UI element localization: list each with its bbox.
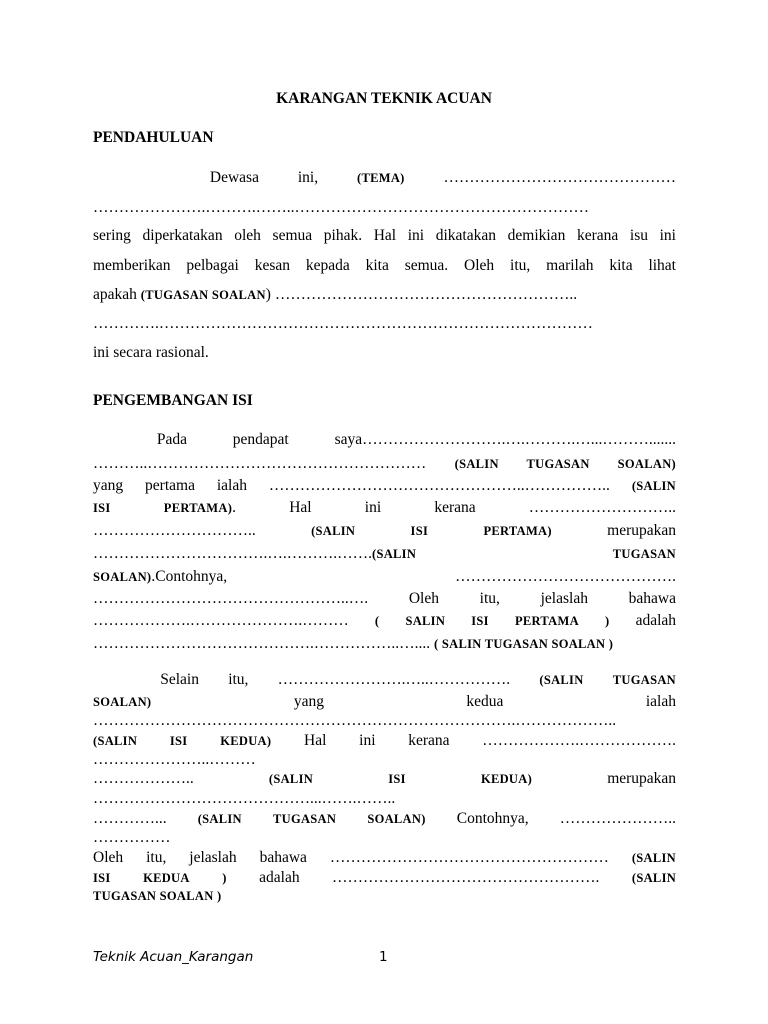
isi-pertama-line-5 — [93, 521, 676, 541]
placeholder-salin-tugasan-soalan: (SALIN TUGASAN SOALAN) — [454, 457, 676, 471]
isi-kedua-line-5: …………………..……… — [93, 751, 256, 768]
isi-kedua-line-6 — [93, 769, 676, 789]
placeholder-pertama: PERTAMA — [514, 614, 579, 628]
text: apakah — [93, 286, 137, 303]
dotted-fill: ……………….. — [93, 770, 194, 787]
text: kedua — [466, 693, 504, 710]
isi-pertama-line-3 — [93, 476, 676, 496]
dotted-fill: ……………………….. — [528, 499, 677, 516]
text: ) — [265, 286, 271, 303]
text: Oleh — [408, 590, 439, 607]
dotted-fill: ……………………………………… — [443, 169, 677, 186]
placeholder-tema: (TEMA) — [356, 171, 405, 185]
placeholder-pertama: PERTAMA) — [163, 501, 233, 515]
text: itu, — [228, 671, 249, 688]
text: Selain — [160, 671, 199, 688]
pendahuluan-line-4: memberikan pelbagai kesan kepada kita semua. Oleh itu, marilah kita lihat — [93, 257, 676, 274]
isi-kedua-line-7: ……………………………………...…….…….. — [93, 790, 396, 807]
text: bahawa — [628, 590, 677, 607]
isi-kedua-line-3: ……………………………………………………………………….……………….. — [93, 712, 617, 729]
isi-kedua-line-12 — [93, 886, 676, 906]
placeholder-salin: SALIN — [405, 614, 446, 628]
isi-pertama-line-10 — [93, 634, 676, 654]
dotted-fill: …………………………………………..…. — [93, 590, 369, 607]
text: ini — [359, 732, 376, 749]
isi-pertama-line-8 — [93, 589, 676, 609]
placeholder-tugasan: TUGASAN — [612, 673, 676, 687]
text: pendapat — [232, 431, 289, 448]
text: .Contohnya, — [151, 568, 228, 585]
page-number: 1 — [379, 949, 388, 965]
text: adalah — [259, 869, 300, 886]
placeholder-tugasan-soalan: (TUGASAN SOALAN — [140, 288, 266, 302]
placeholder-tugasan: TUGASAN — [272, 812, 337, 826]
isi-kedua-line-2 — [93, 692, 676, 712]
placeholder-tugasan-soalan: TUGASAN SOALAN ) — [93, 889, 222, 903]
placeholder-salin: (SALIN — [268, 772, 314, 786]
dotted-fill: …………………………………….……………..….... — [93, 635, 431, 652]
placeholder-salin: (SALIN — [539, 673, 584, 687]
text: yang — [293, 693, 324, 710]
dotted-fill: ……………………………………. — [455, 568, 676, 585]
isi-kedua-line-11 — [93, 868, 676, 888]
pendahuluan-line-3: sering diperkatakan oleh semua pihak. Hal ini dikatakan demikian kerana isu ini — [93, 227, 676, 244]
dotted-fill: ………………………………………………….. — [274, 286, 578, 303]
isi-pertama-line-7 — [93, 567, 676, 587]
isi-kedua-line-9: …………… — [93, 829, 171, 846]
placeholder-paren: ) — [222, 871, 227, 885]
text: Hal — [304, 732, 327, 749]
pendahuluan-line-2: ………………….……….……..………………………………………………… — [93, 199, 589, 216]
placeholder-salin-tugasan-soalan: ( SALIN TUGASAN SOALAN ) — [434, 637, 614, 651]
text: ialah — [645, 693, 676, 710]
text: Pada — [156, 431, 187, 448]
text: itu, — [479, 590, 500, 607]
placeholder-soalan: SOALAN) — [93, 570, 152, 584]
dotted-fill: ……………………………………………. — [332, 869, 600, 886]
placeholder-kedua: KEDUA) — [220, 734, 272, 748]
placeholder-paren: ( — [374, 614, 380, 628]
placeholder-salin: (SALIN — [631, 851, 677, 865]
dotted-fill: ……………….………………. — [482, 732, 677, 749]
placeholder-pertama: PERTAMA) — [483, 524, 552, 538]
text: jelaslah — [540, 590, 588, 607]
section-heading-pengembangan-isi: PENGEMBANGAN ISI — [93, 392, 253, 409]
placeholder-salin: (SALIN — [311, 524, 356, 538]
placeholder-salin: (SALIN — [93, 734, 138, 748]
placeholder-salin: (SALIN — [197, 812, 242, 826]
placeholder-tugasan: TUGASAN — [612, 547, 676, 561]
text: . — [232, 499, 237, 516]
placeholder-salin: (SALIN — [372, 547, 417, 561]
dotted-fill: ………………………….. — [93, 522, 256, 539]
placeholder-isi: ISI — [93, 871, 111, 885]
text: saya……………………….….……….…...………....... — [334, 431, 676, 448]
isi-kedua-line-4 — [93, 731, 676, 751]
text: kerana — [434, 499, 476, 516]
placeholder-salin: (SALIN — [631, 871, 677, 885]
text: merupakan — [607, 770, 677, 787]
placeholder-kedua: KEDUA) — [480, 772, 533, 786]
placeholder-soalan: SOALAN) — [367, 812, 426, 826]
placeholder-soalan: SOALAN) — [93, 695, 152, 709]
text: yang pertama ialah …………………………………………..…………….. — [93, 477, 610, 494]
text: ini, — [297, 169, 319, 186]
text: Contohnya, — [456, 810, 529, 827]
placeholder-isi: ISI — [471, 614, 489, 628]
isi-kedua-line-10 — [93, 848, 676, 868]
isi-pertama-line-6 — [93, 544, 676, 564]
placeholder-isi: ISI — [93, 501, 111, 515]
placeholder-paren: ) — [605, 614, 610, 628]
dotted-fill: …………………….…..……………. — [277, 671, 511, 688]
isi-kedua-line-1 — [93, 670, 676, 690]
text: ini — [364, 499, 382, 516]
text: merupakan — [607, 522, 677, 539]
footer-label: Teknik Acuan_Karangan — [93, 949, 254, 965]
dotted-fill: …………... — [93, 810, 167, 827]
text: Hal — [289, 499, 312, 516]
placeholder-kedua: KEDUA — [143, 871, 190, 885]
isi-kedua-line-8 — [93, 809, 676, 829]
pendahuluan-line-5 — [93, 285, 676, 305]
text: adalah — [635, 612, 677, 629]
isi-pertama-line-9 — [93, 611, 676, 631]
placeholder-salin: (SALIN — [631, 479, 677, 493]
pendahuluan-line-1 — [93, 168, 676, 188]
placeholder-isi: ISI — [169, 734, 188, 748]
placeholder-isi: ISI — [388, 772, 406, 786]
dotted-fill: ………..……………………………………………… — [93, 455, 427, 472]
dotted-fill: ……………….………………….……… — [93, 612, 349, 629]
document-title: KARANGAN TEKNIK ACUAN — [276, 90, 492, 107]
placeholder-isi: ISI — [410, 524, 429, 538]
text: Oleh itu, jelaslah bahawa ……………………………………………… — [93, 849, 609, 866]
dotted-fill: …………………………….….……….……. — [93, 545, 372, 562]
dotted-fill: ………………….. — [559, 810, 677, 827]
text: kerana — [408, 732, 450, 749]
isi-pertama-line-4 — [93, 498, 676, 518]
text: Dewasa — [209, 169, 259, 186]
pendahuluan-line-6: ………….………………………………………………………………………… — [93, 315, 593, 332]
section-heading-pendahuluan: PENDAHULUAN — [93, 129, 214, 146]
isi-pertama-line-1 — [93, 430, 676, 450]
pendahuluan-line-7: ini secara rasional. — [93, 344, 209, 361]
isi-pertama-line-2 — [93, 454, 676, 474]
